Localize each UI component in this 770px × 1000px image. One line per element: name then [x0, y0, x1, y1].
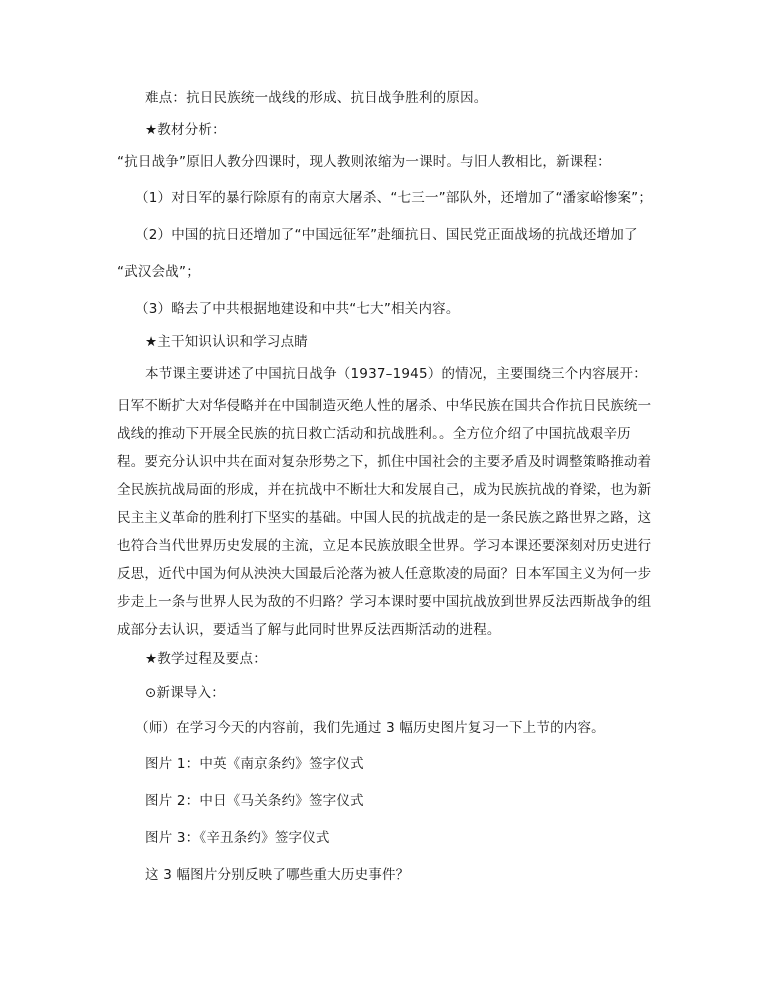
picture-caption: 图片 1：中英《南京条约》签字仪式 — [145, 756, 364, 772]
knowledge-body-line: 民主主义革命的胜利打下坚实的基础。中国人民的抗战走的是一条民族之路世界之路，这 — [117, 510, 652, 526]
question-text: 这 3 幅图片分别反映了哪些重大历史事件？ — [145, 867, 410, 883]
knowledge-body-line: 也符合当代世界历史发展的主流，立足本民族放眼全世界。学习本课还要深刻对历史进行 — [117, 538, 652, 554]
teaching-process-heading: ★教学过程及要点： — [145, 651, 267, 667]
knowledge-body-line: 日军不断扩大对华侵略并在中国制造灭绝人性的屠杀、中华民族在国共合作抗日民族统一 — [117, 398, 652, 414]
textbook-analysis-heading: ★教材分析： — [145, 122, 226, 138]
knowledge-body-line: 步走上一条与世界人民为敌的不归路？学习本课时要中国抗战放到世界反法西斯战争的组 — [117, 594, 652, 610]
teacher-line: （师）在学习今天的内容前，我们先通过 3 幅历史图片复习一下上节的内容。 — [135, 720, 605, 736]
knowledge-body-line: 反思，近代中国为何从泱泱大国最后沦落为被人任意欺凌的局面？日本军国主义为何一步 — [117, 566, 652, 582]
difficulty-text: 难点：抗日民族统一战线的形成、抗日战争胜利的原因。 — [145, 90, 488, 106]
textbook-intro-text: “抗日战争”原旧人教分四课时，现人教则浓缩为一课时。与旧人教相比，新课程： — [117, 154, 611, 170]
knowledge-heading: ★主干知识认识和学习点睛 — [145, 334, 309, 350]
knowledge-body-line: 成部分去认识，要适当了解与此同时世界反法西斯活动的进程。 — [117, 622, 501, 638]
new-lesson-intro-heading: ⊙新课导入： — [145, 685, 226, 701]
point-2-line-2: “武汉会战”； — [117, 264, 200, 280]
knowledge-body-line: 全民族抗战局面的形成，并在抗战中不断壮大和发展自己，成为民族抗战的脊梁，也为新 — [117, 482, 652, 498]
knowledge-body-line: 战线的推动下开展全民族的抗日救亡活动和抗战胜利。。全方位介绍了中国抗战艰辛历 — [117, 426, 631, 442]
picture-caption: 图片 2：中日《马关条约》签字仪式 — [145, 793, 364, 809]
knowledge-intro-text: 本节课主要讲述了中国抗日战争（1937–1945）的情况，主要围绕三个内容展开： — [145, 366, 647, 382]
point-1-text: （1）对日军的暴行除原有的南京大屠杀、“七三一”部队外，还增加了“潘家峪惨案”； — [135, 190, 653, 206]
picture-caption: 图片 3：《辛丑条约》签字仪式 — [145, 830, 330, 846]
point-2-line-1: （2）中国的抗日还增加了“中国远征军”赴缅抗日、国民党正面战场的抗战还增加了 — [135, 227, 638, 243]
point-3-text: （3）略去了中共根据地建设和中共“七大”相关内容。 — [135, 301, 460, 317]
knowledge-body-line: 程。要充分认识中共在面对复杂形势之下，抓住中国社会的主要矛盾及时调整策略推动着 — [117, 454, 652, 470]
